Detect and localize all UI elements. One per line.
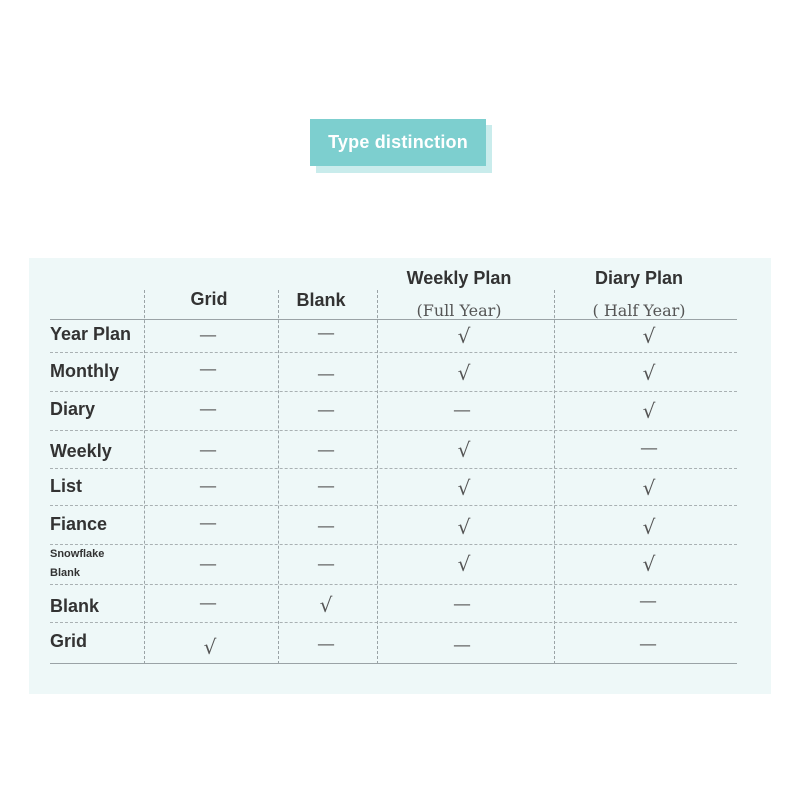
title-badge [310, 119, 492, 173]
header-rule [50, 319, 737, 320]
cell-mark: — [453, 594, 471, 615]
cell-mark: — [639, 634, 657, 655]
column-separator [377, 290, 378, 664]
cell-mark: — [453, 400, 471, 421]
row-label-blank: Blank [50, 596, 100, 616]
cell-mark: √ [457, 324, 471, 348]
cell-mark: √ [457, 515, 471, 539]
cell-mark: — [317, 364, 335, 385]
row-divider [50, 622, 737, 623]
cell-mark: — [317, 400, 335, 421]
column-header-weekly-plan: Weekly Plan [406, 268, 512, 288]
cell-mark: — [199, 593, 217, 614]
row-label-list: List [50, 476, 83, 496]
cell-mark: — [317, 516, 335, 537]
column-separator [554, 290, 555, 664]
row-label-fiance: Fiance [50, 514, 108, 534]
row-label-diary: Diary [50, 399, 96, 419]
row-divider [50, 430, 737, 431]
column-subheader-diary-plan: ( Half Year) [592, 301, 686, 320]
cell-mark: √ [457, 476, 471, 500]
row-divider [50, 505, 737, 506]
cell-mark: √ [642, 399, 656, 423]
comparison-table-panel [29, 258, 771, 694]
row-divider [50, 544, 737, 545]
row-label-line: Blank [50, 567, 80, 579]
cell-mark: √ [642, 361, 656, 385]
cell-mark: — [199, 476, 217, 497]
cell-mark: √ [203, 635, 217, 659]
cell-mark: — [317, 440, 335, 461]
cell-mark: — [199, 554, 217, 575]
cell-mark: — [317, 323, 335, 344]
table-bottom-rule [50, 663, 737, 664]
row-divider [50, 391, 737, 392]
title-badge-label: Type distinction [310, 119, 486, 166]
column-separator [278, 290, 279, 664]
row-label-grid: Grid [50, 631, 88, 651]
comparison-table [29, 258, 771, 694]
column-header-grid: Grid [190, 289, 228, 309]
row-label-year-plan: Year Plan [50, 324, 132, 344]
cell-mark: — [639, 591, 657, 612]
cell-mark: — [199, 513, 217, 534]
cell-mark: √ [457, 438, 471, 462]
cell-mark: — [199, 359, 217, 380]
cell-mark: √ [457, 361, 471, 385]
cell-mark: — [453, 635, 471, 656]
column-header-diary-plan: Diary Plan [594, 268, 684, 288]
cell-mark: — [317, 634, 335, 655]
cell-mark: √ [642, 515, 656, 539]
cell-mark: √ [642, 324, 656, 348]
cell-mark: √ [642, 476, 656, 500]
row-label-line: Snowflake [50, 548, 105, 560]
column-header-blank: Blank [296, 290, 346, 310]
cell-mark: — [199, 325, 217, 346]
cell-mark: √ [457, 552, 471, 576]
cell-mark: √ [642, 552, 656, 576]
row-label-snowflake-blank [50, 545, 104, 583]
cell-mark: — [640, 438, 658, 459]
row-divider [50, 352, 737, 353]
cell-mark: √ [319, 593, 333, 617]
cell-mark: — [317, 476, 335, 497]
cell-mark: — [317, 554, 335, 575]
row-divider [50, 584, 737, 585]
column-separator [144, 290, 145, 664]
row-label-monthly: Monthly [50, 361, 119, 381]
cell-mark: — [199, 440, 217, 461]
row-divider [50, 468, 737, 469]
column-subheader-weekly-plan: (Full Year) [416, 301, 502, 320]
cell-mark: — [199, 399, 217, 420]
row-label-weekly: Weekly [50, 441, 112, 461]
